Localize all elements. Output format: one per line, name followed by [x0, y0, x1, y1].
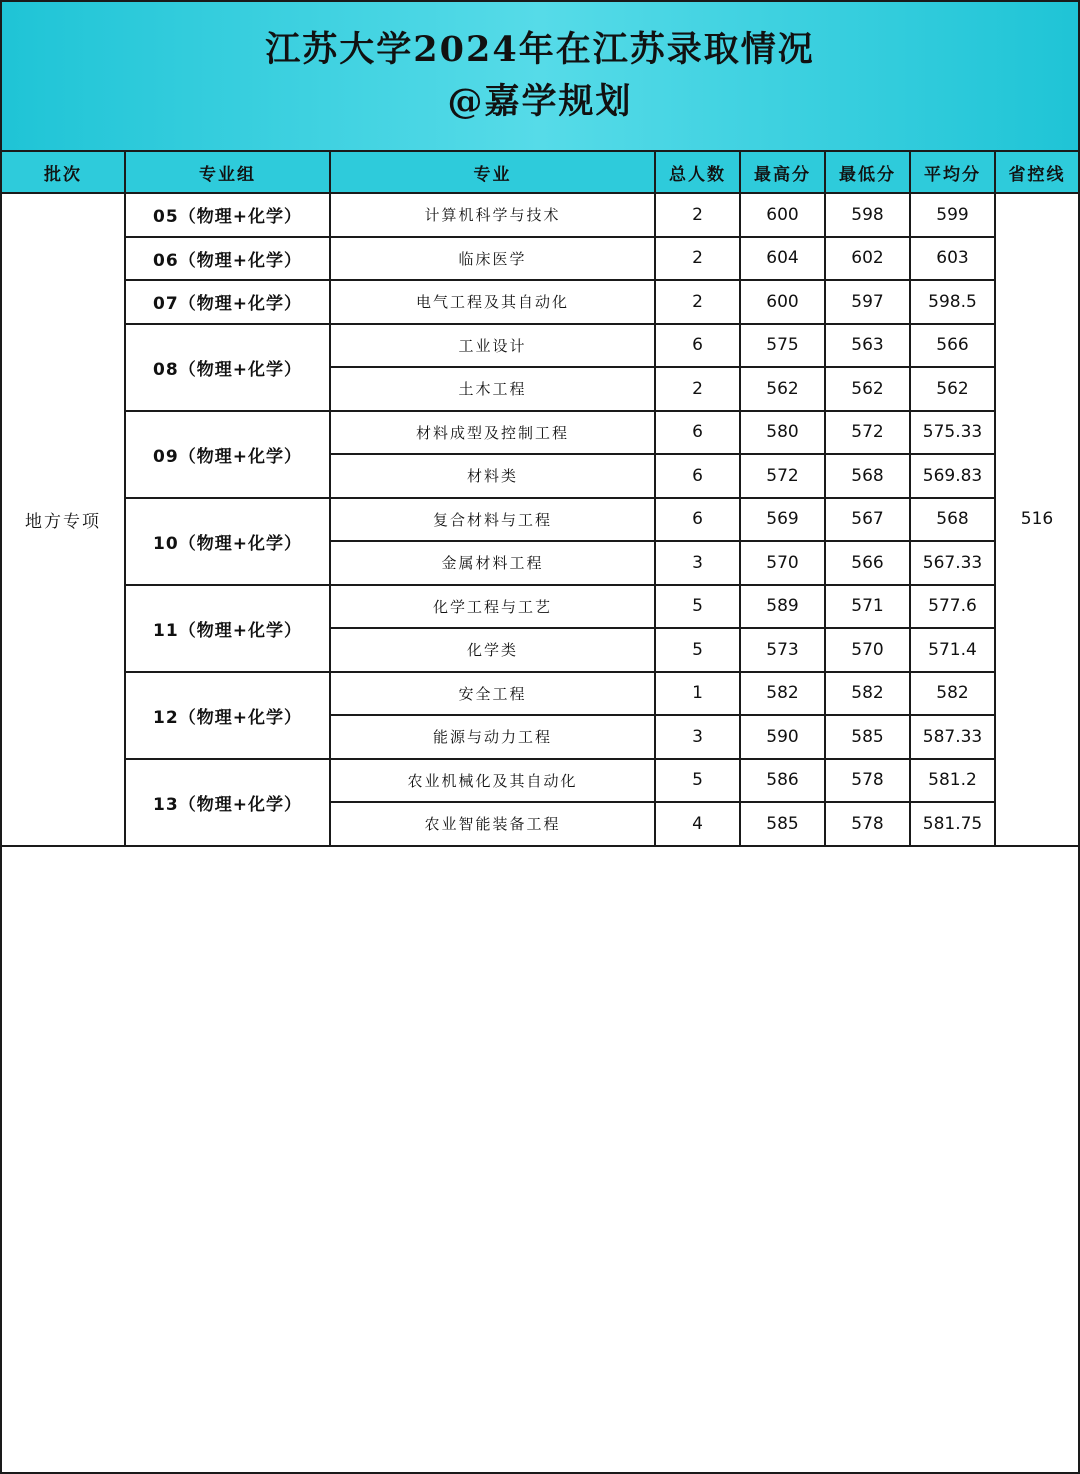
- min-score-cell: 602: [825, 237, 910, 281]
- title-banner: [2, 2, 1078, 152]
- avg-score-cell: 577.6: [910, 585, 995, 629]
- avg-score-cell: 569.83: [910, 454, 995, 498]
- total-cell: 1: [655, 672, 740, 716]
- avg-score-cell: 582: [910, 672, 995, 716]
- max-score-cell: 600: [740, 193, 825, 237]
- max-score-cell: 562: [740, 367, 825, 411]
- total-cell: 6: [655, 498, 740, 542]
- major-cell: 材料成型及控制工程: [330, 411, 655, 455]
- avg-score-cell: 603: [910, 237, 995, 281]
- max-score-cell: 582: [740, 672, 825, 716]
- major-cell: 材料类: [330, 454, 655, 498]
- table-row: [2, 585, 1078, 629]
- table-row: [2, 672, 1078, 716]
- page-title: 江苏大学2024年在江苏录取情况: [265, 29, 815, 70]
- min-score-cell: 597: [825, 280, 910, 324]
- total-cell: 5: [655, 585, 740, 629]
- max-score-cell: 575: [740, 324, 825, 368]
- major-cell: 化学类: [330, 628, 655, 672]
- avg-score-cell: 581.2: [910, 759, 995, 803]
- major-cell: 化学工程与工艺: [330, 585, 655, 629]
- major-cell: 临床医学: [330, 237, 655, 281]
- group-cell: 06（物理+化学）: [125, 237, 330, 281]
- max-score-cell: 569: [740, 498, 825, 542]
- max-score-cell: 586: [740, 759, 825, 803]
- max-score-cell: 585: [740, 802, 825, 846]
- avg-score-cell: 566: [910, 324, 995, 368]
- header-max-score: 最高分: [740, 152, 825, 193]
- max-score-cell: 600: [740, 280, 825, 324]
- min-score-cell: 567: [825, 498, 910, 542]
- table-row: [2, 411, 1078, 455]
- major-cell: 金属材料工程: [330, 541, 655, 585]
- header-batch: 批次: [2, 152, 125, 193]
- max-score-cell: 573: [740, 628, 825, 672]
- total-cell: 3: [655, 715, 740, 759]
- avg-score-cell: 568: [910, 498, 995, 542]
- header-row: [2, 152, 1078, 193]
- major-cell: 复合材料与工程: [330, 498, 655, 542]
- avg-score-cell: 575.33: [910, 411, 995, 455]
- avg-score-cell: 587.33: [910, 715, 995, 759]
- table-row: [2, 193, 1078, 237]
- min-score-cell: 578: [825, 802, 910, 846]
- total-cell: 4: [655, 802, 740, 846]
- max-score-cell: 589: [740, 585, 825, 629]
- major-cell: 农业机械化及其自动化: [330, 759, 655, 803]
- total-cell: 6: [655, 411, 740, 455]
- min-score-cell: 570: [825, 628, 910, 672]
- table-row: [2, 498, 1078, 542]
- header-total: 总人数: [655, 152, 740, 193]
- min-score-cell: 571: [825, 585, 910, 629]
- max-score-cell: 580: [740, 411, 825, 455]
- max-score-cell: 570: [740, 541, 825, 585]
- group-cell: 08（物理+化学）: [125, 324, 330, 411]
- min-score-cell: 568: [825, 454, 910, 498]
- group-cell: 07（物理+化学）: [125, 280, 330, 324]
- table-row: [2, 759, 1078, 803]
- avg-score-cell: 581.75: [910, 802, 995, 846]
- total-cell: 5: [655, 628, 740, 672]
- min-score-cell: 582: [825, 672, 910, 716]
- min-score-cell: 566: [825, 541, 910, 585]
- avg-score-cell: 599: [910, 193, 995, 237]
- major-cell: 能源与动力工程: [330, 715, 655, 759]
- major-cell: 电气工程及其自动化: [330, 280, 655, 324]
- header-avg-score: 平均分: [910, 152, 995, 193]
- max-score-cell: 604: [740, 237, 825, 281]
- header-min-score: 最低分: [825, 152, 910, 193]
- total-cell: 2: [655, 280, 740, 324]
- page-subtitle: @嘉学规划: [447, 81, 633, 122]
- major-cell: 农业智能装备工程: [330, 802, 655, 846]
- major-cell: 工业设计: [330, 324, 655, 368]
- total-cell: 2: [655, 193, 740, 237]
- province-line-cell: 516: [995, 193, 1078, 846]
- group-cell: 11（物理+化学）: [125, 585, 330, 672]
- total-cell: 2: [655, 367, 740, 411]
- batch-cell: 地方专项: [2, 193, 125, 846]
- group-cell: 09（物理+化学）: [125, 411, 330, 498]
- max-score-cell: 572: [740, 454, 825, 498]
- table-row: [2, 324, 1078, 368]
- header-group: 专业组: [125, 152, 330, 193]
- major-cell: 计算机科学与技术: [330, 193, 655, 237]
- table-row: [2, 280, 1078, 324]
- group-cell: 13（物理+化学）: [125, 759, 330, 846]
- header-major: 专业: [330, 152, 655, 193]
- total-cell: 3: [655, 541, 740, 585]
- total-cell: 6: [655, 324, 740, 368]
- total-cell: 5: [655, 759, 740, 803]
- min-score-cell: 585: [825, 715, 910, 759]
- header-province-line: 省控线: [995, 152, 1078, 193]
- min-score-cell: 572: [825, 411, 910, 455]
- min-score-cell: 562: [825, 367, 910, 411]
- avg-score-cell: 562: [910, 367, 995, 411]
- avg-score-cell: 571.4: [910, 628, 995, 672]
- table-body: [2, 193, 1078, 846]
- admission-table: [2, 152, 1078, 847]
- total-cell: 2: [655, 237, 740, 281]
- total-cell: 6: [655, 454, 740, 498]
- avg-score-cell: 598.5: [910, 280, 995, 324]
- group-cell: 05（物理+化学）: [125, 193, 330, 237]
- min-score-cell: 563: [825, 324, 910, 368]
- group-cell: 10（物理+化学）: [125, 498, 330, 585]
- min-score-cell: 578: [825, 759, 910, 803]
- group-cell: 12（物理+化学）: [125, 672, 330, 759]
- avg-score-cell: 567.33: [910, 541, 995, 585]
- min-score-cell: 598: [825, 193, 910, 237]
- major-cell: 安全工程: [330, 672, 655, 716]
- max-score-cell: 590: [740, 715, 825, 759]
- table-row: [2, 237, 1078, 281]
- major-cell: 土木工程: [330, 367, 655, 411]
